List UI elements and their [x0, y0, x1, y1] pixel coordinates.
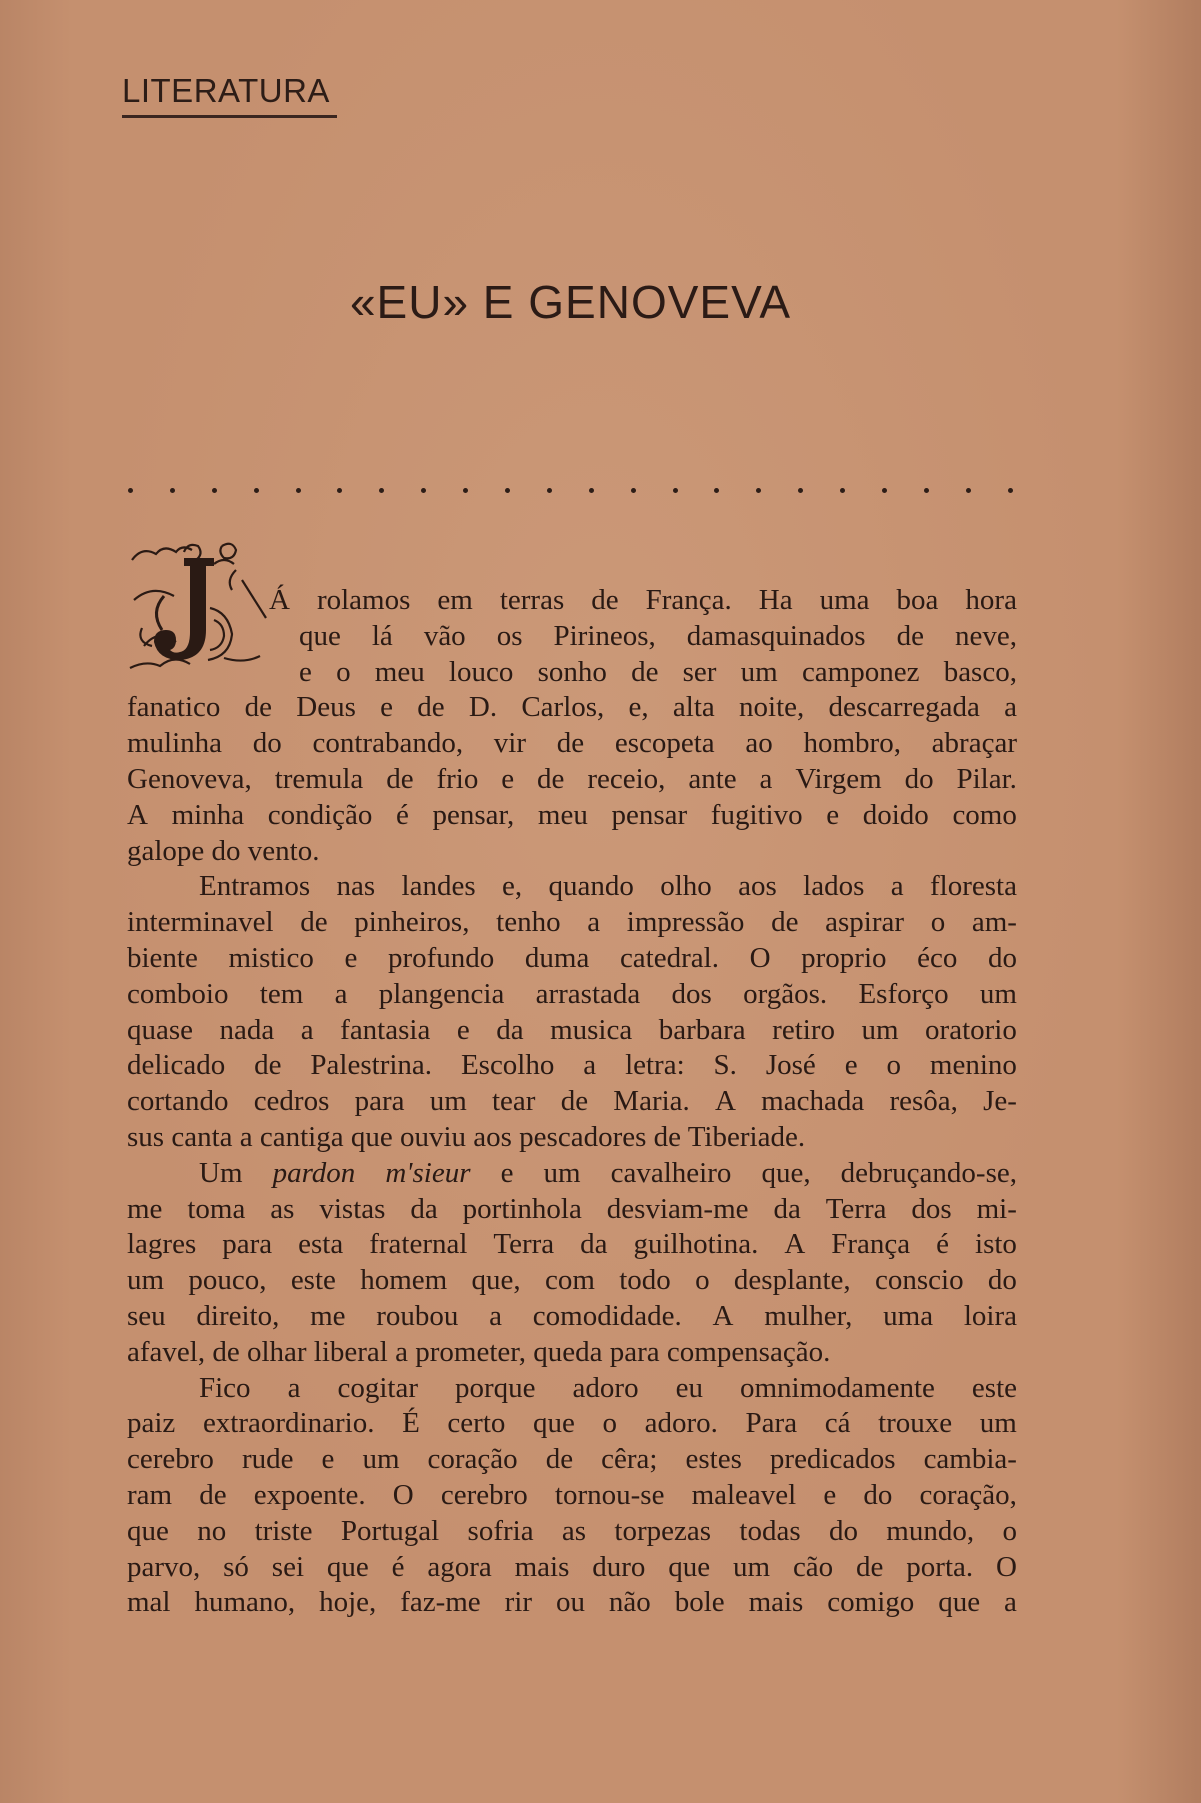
article-title: «EU» E GENOVEVA: [349, 276, 792, 328]
text-line: paiz extraordinario. É certo que o adoro. Para cá trouxe um: [127, 1407, 1017, 1440]
text-line: ram de expoente. O cerebro tornou-se maleavel e do coração,: [127, 1478, 1017, 1511]
text-line: fanatico de Deus e de D. Carlos, e, alta noite, descarregada a: [127, 691, 1017, 724]
text-line: parvo, só sei que é agora mais duro que um cão de porta. O: [127, 1550, 1017, 1583]
section-header: LITERATURA: [122, 72, 330, 109]
text-line: Fico a cogitar porque adoro eu omnimodamente este: [199, 1371, 1017, 1404]
text-line: um pouco, este homem que, com todo o desplante, conscio do: [127, 1264, 1017, 1297]
text-line: comboio tem a plangencia arrastada dos orgãos. Esforço um: [127, 977, 1017, 1010]
ellipsis-separator: [128, 488, 1013, 493]
text-line: que lá vão os Pirineos, damasquinados de neve,: [299, 619, 1017, 652]
section-underline: [122, 115, 337, 118]
text-line: Genoveva, tremula de frio e de receio, ante a Virgem do Pilar.: [127, 762, 1017, 795]
text-line: seu direito, me roubou a comodidade. A mulher, uma loira: [127, 1299, 1017, 1332]
text-line: galope do vento.: [127, 834, 320, 867]
text-line: cerebro rude e um coração de cêra; estes predicados cambia-: [127, 1443, 1017, 1476]
text-line: me toma as vistas da portinhola desviam-me da Terra dos mi-: [127, 1192, 1017, 1225]
text-line: biente mistico e profundo duma catedral. O proprio éco do: [127, 941, 1017, 974]
text-line: quase nada a fantasia e da musica barbara retiro um oratorio: [127, 1013, 1017, 1046]
text-line: delicado de Palestrina. Escolho a letra: S. José e o menino: [127, 1049, 1017, 1082]
text-line: mal humano, hoje, faz-me rir ou não bole mais comigo que a: [127, 1586, 1017, 1619]
text-line: que no triste Portugal sofria as torpezas todas do mundo, o: [127, 1514, 1017, 1547]
text-line: afavel, de olhar liberal a prometer, queda para compensação.: [127, 1335, 831, 1368]
text-line: Um pardon m'sieur e um cavalheiro que, debruçando-se,: [199, 1156, 1017, 1189]
text-line: e o meu louco sonho de ser um camponez basco,: [299, 655, 1017, 688]
article-body: [127, 583, 1017, 1621]
text-line: interminavel de pinheiros, tenho a impressão de aspirar o am-: [127, 906, 1017, 939]
text-line: Entramos nas landes e, quando olho aos lados a floresta: [199, 870, 1017, 903]
text-line: cortando cedros para um tear de Maria. A machada resôa, Je-: [127, 1085, 1017, 1118]
text-line: Á rolamos em terras de França. Ha uma boa hora: [269, 584, 1017, 616]
text-line: sus canta a cantiga que ouviu aos pescadores de Tiberiade.: [127, 1120, 806, 1153]
text-line: lagres para esta fraternal Terra da guilhotina. A França é isto: [127, 1228, 1017, 1261]
text-line: mulinha do contrabando, vir de escopeta ao hombro, abraçar: [127, 727, 1017, 760]
text-line: A minha condição é pensar, meu pensar fugitivo e doido como: [127, 798, 1017, 831]
